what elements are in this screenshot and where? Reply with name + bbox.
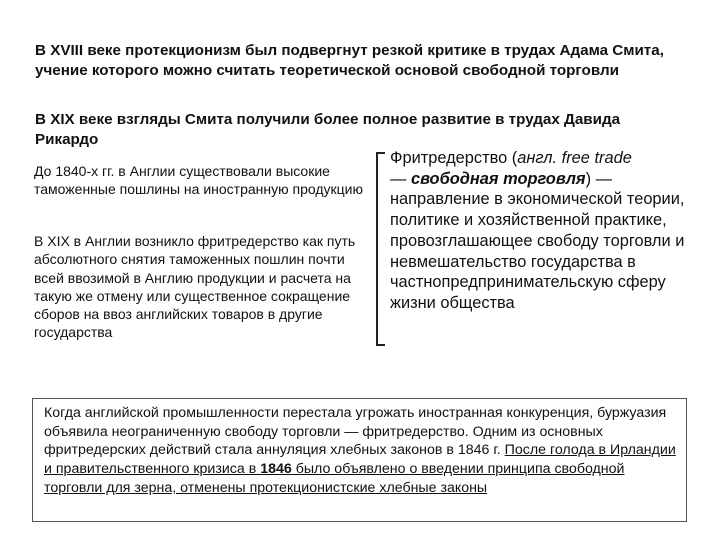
- corn-laws-plain: Когда английской промышленности перестала угрожать иностранная конкуренция, буржуазия объявила неограниченную свободу торговли — фритредерство. Одним из основных фритредерских действий стала аннуляция хлебных законов в 1846 г.: [44, 405, 667, 459]
- corn-laws-link-a[interactable]: После голода в Ирландии и правительственного кризиса в: [44, 442, 676, 478]
- definition-rest: направление в экономической теории, политике и хозяйственной практике, провозглашающее свободу торговли и невмешательство государства в частнопредпринимательскую сферу жизни общества: [390, 190, 685, 312]
- definition-dash: —: [390, 169, 411, 188]
- paragraph-adam-smith: В XVIII веке протекционизм был подвергнут резкой критике в трудах Адама Смита, учение которого можно считать теоретической основой свободной торговли: [35, 42, 664, 79]
- paragraph-tariffs-before-1840: До 1840-х гг. в Англии существовали высокие таможенные пошлины на иностранную продукцию: [34, 163, 363, 198]
- definition-bracket: [376, 152, 385, 346]
- definition-open-paren: (: [507, 149, 518, 167]
- definition-translation: свободная торговля: [410, 169, 586, 188]
- paragraph-corn-laws: [44, 404, 684, 498]
- corn-laws-link-b[interactable]: было объявлено о введении принципа свободной торговли для зерна, отменены протекционистские хлебные законы: [44, 461, 625, 496]
- definition-free-trade: [390, 148, 690, 314]
- definition-close: ) —: [585, 169, 612, 188]
- corn-laws-link-year[interactable]: 1846: [260, 461, 292, 478]
- definition-lang-note: англ. free trade: [517, 149, 632, 167]
- definition-term: Фритредерство: [390, 149, 508, 167]
- paragraph-ricardo: В XIX веке взгляды Смита получили более полное развитие в трудах Давида Рикардо: [35, 111, 621, 148]
- paragraph-free-trade-origin: В XIX в Англии возникло фритредерство как путь абсолютного снятия таможенных пошлин почти всей ввозимой в Англию продукции и расчета на такую же отмену или существенное сокращение сборов на ввоз английских товаров в другие государства: [34, 233, 356, 341]
